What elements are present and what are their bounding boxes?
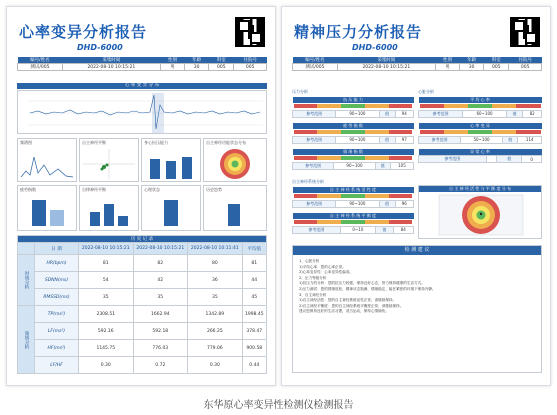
history-cell: 1662.94 <box>133 306 188 323</box>
info-header: 住院号 <box>234 57 267 64</box>
history-cell: 81 <box>79 255 134 272</box>
metric-head: 情 绪 指 数 <box>293 149 414 155</box>
info-value: 30 <box>185 64 209 71</box>
info-value: 测试/005 <box>18 64 63 71</box>
metric-range: 90~100 <box>334 162 375 169</box>
metric-range: 0~10 <box>340 226 375 233</box>
advice-line: 2)心率变异性：心率变异性偏高。 <box>299 270 354 275</box>
metric-value: 82 <box>523 110 542 117</box>
spectrum-panel: 频谱图 <box>17 138 77 182</box>
metric-value: 0 <box>522 156 542 163</box>
metric-block: 心 率 变 异 参考范围 50~100 值 114 <box>418 123 542 144</box>
history-cell: 779.06 <box>188 340 243 357</box>
info-value: 测试/005 <box>293 64 338 71</box>
metric-head: 自 主 神 经 系 统 活 性 度 <box>293 187 414 193</box>
history-cell: 81 <box>242 255 266 272</box>
history-cell: 42 <box>133 272 188 289</box>
history-cell: 266.25 <box>188 323 243 340</box>
info-header: 采集时间 <box>337 57 435 64</box>
table-row <box>18 340 267 357</box>
table-row <box>18 357 267 374</box>
history-group-label: 频域分析 <box>18 306 35 374</box>
table-row <box>18 306 267 323</box>
info-header: 编号/姓名 <box>18 57 63 64</box>
info-value: 2022-08-10 10:15:21 <box>62 64 160 71</box>
history-row-label: TP(ms²) <box>35 306 79 323</box>
nerve-label: 自主神经系统分析 <box>292 179 324 184</box>
info-value: 2022-08-10 10:15:21 <box>337 64 435 71</box>
metric-value: 84 <box>393 226 413 233</box>
metric-block: 疲 劳 指 数 参考范围 90~100 值 97 <box>292 123 414 144</box>
history-cell: 45 <box>242 289 266 306</box>
pressure-label: 压力分析 <box>292 89 308 94</box>
history-cell: 0.30 <box>79 357 134 374</box>
stress-report-sheet <box>281 6 551 386</box>
advice-line: 3、自主神经分析 <box>299 292 327 297</box>
metric-range: 50~100 <box>460 136 502 143</box>
metric-block: 抗 压 能 力 参考范围 90~100 值 94 <box>292 97 414 118</box>
history-column-header: 日 期 <box>35 243 79 255</box>
history-cell: 1998.45 <box>242 306 266 323</box>
metric-block: 自 主 神 经 系 统 活 性 度 参考范围 90~100 值 96 <box>292 187 414 208</box>
info-header: 住院号 <box>509 57 542 64</box>
history-row-label: HF(ms²) <box>35 340 79 357</box>
history-cell: 82 <box>133 255 188 272</box>
trend-panel: 历史趋势 <box>203 185 267 231</box>
advice-line: 1、心脏分析 <box>299 259 320 263</box>
info-header: 科室 <box>484 57 509 64</box>
info-value: 30 <box>460 64 484 71</box>
history-row-label: HR(bpm) <box>35 255 79 272</box>
info-header: 科室 <box>209 57 234 64</box>
history-column-header: 2022-08-10 10:15:21 <box>79 243 134 255</box>
hrv-report-sheet <box>6 6 276 386</box>
table-row <box>18 323 267 340</box>
advice-line: 2)压力测试：您的情绪放松，精神状态饱满，情绪稳定，能在紧张的环境下保持冷静。 <box>299 286 436 291</box>
history-cell: 35 <box>133 289 188 306</box>
advice-line: 2)自主神经平衡度：您的自主神经系统平衡度正常，请继续保持。 <box>299 303 404 308</box>
autonomic-state-panel: 自主神经功能状态分布 <box>203 138 267 182</box>
history-cell: 35 <box>79 289 134 306</box>
advice-line: 1)自主神经活性：您的自主神经系统活性正常，请继续保持。 <box>299 298 397 303</box>
advice-section: 检 测 建 议 1、心脏分析 1)平均心率：您的心率正常。 2)心率变异性：心率变异性偏高。 2、压力等级分析 1)抗压力的分析：您的抗压力较强，保持良好心态，努力保持健康的生活方式。 2)压力测试：您的情绪放松，精神状态饱满，情绪稳定，能在紧张的环境下保持冷静。 3、自主神经分析 1)自主神经活性：您的自主神经系统活性正常，请继续保持。 2)自主神经平衡度：您的自主神经系统平衡度正常，请继续保持。 建议您保持良好的生活习惯，适当运动，保持心情愉快。 <box>292 245 542 373</box>
metric-block: 自 主 神 经 系 统 平 衡 度 参考范围 0~10 值 84 <box>292 213 414 234</box>
table-row <box>18 255 267 272</box>
metric-block: 情 绪 指 数 参考范围 90~100 值 105 <box>292 149 414 170</box>
history-row-label: SDNN(ms) <box>35 272 79 289</box>
info-value: 005 <box>509 64 542 71</box>
metric-value: 97 <box>395 136 413 143</box>
nerve-balance-panel: 自律神经平衡 <box>79 185 139 231</box>
history-column-header: 平均值 <box>242 243 266 255</box>
metric-head: 抗 压 能 力 <box>293 97 414 103</box>
metric-head: 平 均 心 率 <box>419 97 542 103</box>
qr-code-icon <box>235 17 265 47</box>
report-title: 精神压力分析报告 <box>294 23 423 41</box>
table-row <box>18 272 267 289</box>
history-cell: 592.16 <box>79 323 134 340</box>
nerve-distribution-map: 自 主 神 经 活 性 与 平 衡 度 分 布 <box>418 185 542 239</box>
info-value: 男 <box>160 64 184 71</box>
history-cell: 0.30 <box>188 357 243 374</box>
history-row-label: LF(ms²) <box>35 323 79 340</box>
patient-info-table <box>17 57 267 71</box>
history-cell: 80 <box>188 255 243 272</box>
fatigue-panel: 疲劳指数 <box>17 185 77 231</box>
device-model: DHD-6000 <box>352 43 398 52</box>
history-cell: 0.72 <box>133 357 188 374</box>
history-cell: 900.58 <box>242 340 266 357</box>
metric-head: 疲 劳 指 数 <box>293 123 414 129</box>
history-cell: 36 <box>188 272 243 289</box>
history-cell: 0.44 <box>242 357 266 374</box>
info-header: 性别 <box>435 57 459 64</box>
autonomic-balance-panel: 自主神经平衡 <box>79 138 139 182</box>
advice-line: 建议您保持良好的生活习惯，适当运动，保持心情愉快。 <box>299 309 389 314</box>
history-column-header: 2022-08-10 10:11:41 <box>188 243 243 255</box>
info-header: 年龄 <box>185 57 209 64</box>
history-row-label: RMSSD(ms) <box>35 289 79 306</box>
info-header: 性别 <box>160 57 184 64</box>
history-cell: 44 <box>242 272 266 289</box>
ecg-section-header: 心 率 变 异 分 布 <box>17 83 267 89</box>
metric-head: 异 常 心 率 <box>419 149 542 156</box>
metric-value: 96 <box>395 200 413 207</box>
qr-code-icon <box>510 17 540 47</box>
info-header: 年龄 <box>460 57 484 64</box>
history-group-label: 时域分析 <box>18 255 35 306</box>
table-row <box>18 289 267 306</box>
history-cell: 378.47 <box>242 323 266 340</box>
history-cell: 1145.75 <box>79 340 134 357</box>
info-header: 编号/姓名 <box>293 57 338 64</box>
history-cell: 54 <box>79 272 134 289</box>
history-column-header: 2022-08-10 10:15:21 <box>133 243 188 255</box>
info-value: 男 <box>435 64 459 71</box>
figure-caption: 东华原心率变异性检测仪检测报告 <box>203 400 354 411</box>
rr-interval-chart <box>17 90 267 134</box>
metric-value: 94 <box>395 110 413 117</box>
advice-line: 1)抗压力的分析：您的抗压力较强，保持良好心态，努力保持健康的生活方式。 <box>299 281 425 286</box>
metric-value: 105 <box>390 162 413 169</box>
info-value: 005 <box>234 64 267 71</box>
metric-value: 114 <box>518 136 542 143</box>
info-value: 005 <box>484 64 509 71</box>
metric-range: 60~100 <box>462 110 506 117</box>
mood-panel: 心理状态 <box>141 185 201 231</box>
report-title: 心率变异分析报告 <box>19 23 148 41</box>
history-cell: 1342.89 <box>188 306 243 323</box>
metric-range: 90~100 <box>336 110 379 117</box>
metric-range: 90~100 <box>336 136 379 143</box>
metric-head: 心 率 变 异 <box>419 123 542 129</box>
device-model: DHD-6000 <box>77 43 123 52</box>
stress-resistance-panel: 身心抗压能力 <box>141 138 201 182</box>
patient-info-table <box>292 57 542 71</box>
history-cell: 2308.51 <box>79 306 134 323</box>
metric-block: 异 常 心 率 参考范围 值 0 <box>418 149 542 163</box>
heart-label: 心脏分析 <box>418 89 434 94</box>
metric-head: 自 主 神 经 系 统 平 衡 度 <box>293 213 414 219</box>
history-cell: 776.03 <box>133 340 188 357</box>
history-table: 历 史 记 录 日 期 2022-08-10 10:15:21 2022-08-10 10:15:21 2022-08-10 10:11:41 平均值 时域分析 HR(bpm) 81 82 80 81 SDNN(ms) 54 42 36 44 RMSSD(ms) 35 35 35 45 频域分析 TP(ms²) 2308.51 1662.94 1342.89 1998.45 LF(ms²) 592.16 592.18 266.25 378.47 HF(ms²) 1145.75 776.03 779.06 900.58 LF/HF 0.30 0.72 0.30 0.44 <box>17 235 267 374</box>
metric-range: 90~100 <box>336 200 379 207</box>
history-cell: 592.18 <box>133 323 188 340</box>
advice-line: 1)平均心率：您的心率正常。 <box>299 264 346 269</box>
info-header: 采集时间 <box>62 57 160 64</box>
info-value: 005 <box>209 64 234 71</box>
metric-block: 平 均 心 率 参考范围 60~100 值 82 <box>418 97 542 118</box>
history-row-label: LF/HF <box>35 357 79 374</box>
metric-range <box>486 156 497 163</box>
advice-line: 2、压力等级分析 <box>299 275 327 280</box>
history-cell: 35 <box>188 289 243 306</box>
